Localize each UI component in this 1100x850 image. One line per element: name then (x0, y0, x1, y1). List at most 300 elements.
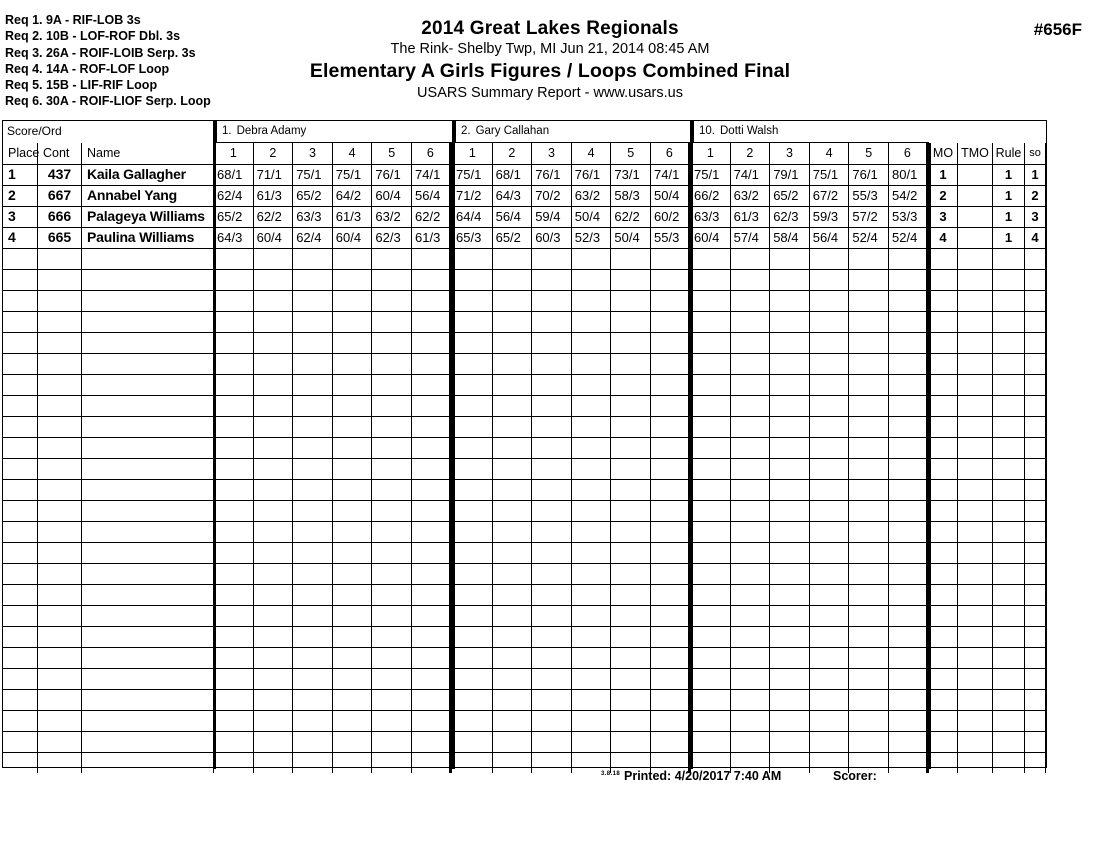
cell-cont (38, 732, 82, 752)
cell-cont (38, 375, 82, 395)
cell-place (3, 585, 38, 605)
cell-cont (38, 690, 82, 710)
cell-judge2-fig1 (453, 606, 493, 626)
cell-judge2-fig5 (611, 522, 651, 542)
cell-judge1-fig5 (372, 585, 412, 605)
cell-judge1-fig1 (214, 690, 254, 710)
cell-cont (38, 564, 82, 584)
cell-judge3-fig3 (770, 375, 810, 395)
cell-judge2-fig6 (651, 480, 691, 500)
cell-tmo (958, 165, 993, 185)
cell-judge2-fig6: 60/2 (651, 207, 691, 227)
cell-place (3, 543, 38, 563)
cell-cont (38, 543, 82, 563)
cell-so (1025, 690, 1046, 710)
cell-judge2-fig2 (493, 333, 533, 353)
cell-cont (38, 459, 82, 479)
cell-judge1-fig2: 60/4 (254, 228, 294, 248)
cell-judge3-fig6 (889, 312, 929, 332)
table-row (3, 249, 1046, 270)
cell-cont (38, 438, 82, 458)
cell-judge1-fig6 (412, 585, 452, 605)
cell-judge2-fig4 (572, 732, 612, 752)
cell-judge1-fig5 (372, 564, 412, 584)
table-row (3, 627, 1046, 648)
cell-tmo (958, 186, 993, 206)
cell-so (1025, 522, 1046, 542)
cell-judge3-fig6: 54/2 (889, 186, 929, 206)
cell-judge3-fig2 (731, 459, 771, 479)
cell-judge3-fig4 (810, 627, 850, 647)
cell-judge2-fig2 (493, 564, 533, 584)
requirement-item: Req 1. 9A - RIF-LOB 3s (5, 13, 141, 27)
cell-judge1-fig2 (254, 270, 294, 290)
cell-cont (38, 627, 82, 647)
cell-judge3-fig3: 58/4 (770, 228, 810, 248)
cell-judge1-fig3: 62/4 (293, 228, 333, 248)
cell-judge2-fig1 (453, 564, 493, 584)
cell-judge1-fig6 (412, 249, 452, 269)
cell-judge2-fig4 (572, 459, 612, 479)
cell-so (1025, 354, 1046, 374)
cell-judge3-fig4 (810, 291, 850, 311)
cell-judge1-fig1 (214, 711, 254, 731)
cell-judge1-fig1 (214, 585, 254, 605)
cell-judge1-fig5 (372, 417, 412, 437)
cell-judge2-fig2 (493, 648, 533, 668)
cell-judge3-fig1 (691, 648, 731, 668)
cell-cont (38, 711, 82, 731)
cell-judge1-fig3 (293, 459, 333, 479)
cell-judge3-fig2 (731, 438, 771, 458)
cell-judge2-fig6 (651, 312, 691, 332)
cell-mo (929, 270, 958, 290)
cell-judge1-fig3 (293, 711, 333, 731)
cell-judge1-fig3 (293, 354, 333, 374)
cell-judge3-fig1 (691, 459, 731, 479)
table-row (3, 165, 1046, 186)
cell-tmo (958, 711, 993, 731)
cell-name: Palageya Williams (82, 207, 214, 227)
cell-judge1-fig4 (333, 480, 373, 500)
cell-judge3-fig3 (770, 417, 810, 437)
cell-tmo (958, 627, 993, 647)
cell-tmo (958, 438, 993, 458)
cell-judge1-fig3 (293, 732, 333, 752)
cell-judge3-fig4 (810, 480, 850, 500)
cell-tmo (958, 207, 993, 227)
cell-judge1-fig2 (254, 711, 294, 731)
cell-judge1-fig3 (293, 480, 333, 500)
cell-cont: 666 (38, 207, 82, 227)
cell-cont (38, 522, 82, 542)
cell-judge3-fig1 (691, 354, 731, 374)
cell-judge3-fig2: 63/2 (731, 186, 771, 206)
cell-judge3-fig5 (849, 711, 889, 731)
cell-rule (993, 501, 1025, 521)
table-row (3, 186, 1046, 207)
cell-judge1-fig1 (214, 438, 254, 458)
cell-judge1-fig3 (293, 585, 333, 605)
cell-judge2-fig4 (572, 690, 612, 710)
cell-judge3-fig1 (691, 396, 731, 416)
cell-judge2-fig2 (493, 270, 533, 290)
cell-judge2-fig2 (493, 711, 533, 731)
cell-judge1-fig3 (293, 522, 333, 542)
cell-judge3-fig3 (770, 333, 810, 353)
cell-rule (993, 438, 1025, 458)
cell-judge2-fig2 (493, 249, 533, 269)
table-row (3, 459, 1046, 480)
cell-judge2-fig3 (532, 501, 572, 521)
cell-judge3-fig2 (731, 501, 771, 521)
cell-judge2-fig4 (572, 543, 612, 563)
cell-rule (993, 312, 1025, 332)
cell-judge1-fig6 (412, 459, 452, 479)
cell-judge2-fig3 (532, 522, 572, 542)
cell-judge3-fig4: 59/3 (810, 207, 850, 227)
column-header-tmo: TMO (958, 143, 993, 165)
cell-judge3-fig1 (691, 606, 731, 626)
cell-name (82, 543, 214, 563)
cell-judge2-fig3: 59/4 (532, 207, 572, 227)
cell-rule: 1 (993, 207, 1025, 227)
scores-table (2, 120, 1047, 768)
cell-judge2-fig6 (651, 291, 691, 311)
cell-tmo (958, 270, 993, 290)
cell-judge2-fig5: 58/3 (611, 186, 651, 206)
cell-so: 3 (1025, 207, 1046, 227)
cell-judge3-fig5 (849, 627, 889, 647)
cell-rule (993, 375, 1025, 395)
cell-judge1-fig2: 71/1 (254, 165, 294, 185)
cell-mo (929, 333, 958, 353)
cell-judge3-fig2 (731, 291, 771, 311)
cell-so (1025, 669, 1046, 689)
cell-judge3-fig3: 62/3 (770, 207, 810, 227)
cell-judge2-fig1: 64/4 (453, 207, 493, 227)
cell-judge3-fig6 (889, 648, 929, 668)
cell-judge3-fig2 (731, 270, 771, 290)
cell-judge2-fig2 (493, 585, 533, 605)
cell-judge3-fig5 (849, 522, 889, 542)
cell-judge2-fig5 (611, 606, 651, 626)
cell-judge3-fig3 (770, 711, 810, 731)
cell-judge3-fig1 (691, 669, 731, 689)
cell-judge3-fig2 (731, 564, 771, 584)
cell-so (1025, 585, 1046, 605)
cell-judge3-fig1 (691, 522, 731, 542)
cell-judge1-fig6 (412, 564, 452, 584)
cell-judge3-fig3: 65/2 (770, 186, 810, 206)
cell-judge3-fig6 (889, 291, 929, 311)
cell-name: Paulina Williams (82, 228, 214, 248)
judge-number: 1. (222, 125, 232, 137)
cell-judge1-fig4 (333, 312, 373, 332)
cell-judge3-fig4: 75/1 (810, 165, 850, 185)
cell-judge2-fig2 (493, 417, 533, 437)
cell-judge1-fig1: 65/2 (214, 207, 254, 227)
cell-judge3-fig5 (849, 606, 889, 626)
cell-judge2-fig6 (651, 354, 691, 374)
cell-place (3, 249, 38, 269)
cell-judge1-fig3 (293, 564, 333, 584)
cell-place (3, 270, 38, 290)
cell-judge2-fig1 (453, 585, 493, 605)
cell-judge1-fig4: 61/3 (333, 207, 373, 227)
cell-judge2-fig1 (453, 732, 493, 752)
cell-judge2-fig1 (453, 480, 493, 500)
cell-judge3-fig6 (889, 585, 929, 605)
cell-mo (929, 627, 958, 647)
column-header-judge2-fig1: 1 (453, 143, 493, 165)
table-row (3, 543, 1046, 564)
cell-so (1025, 249, 1046, 269)
requirements-list (5, 12, 211, 110)
cell-judge1-fig6 (412, 543, 452, 563)
cell-rule (993, 354, 1025, 374)
cell-judge1-fig6: 61/3 (412, 228, 452, 248)
cell-mo: 4 (929, 228, 958, 248)
cell-judge2-fig4 (572, 522, 612, 542)
cell-judge1-fig5 (372, 459, 412, 479)
cell-judge2-fig2 (493, 669, 533, 689)
cell-judge3-fig3 (770, 459, 810, 479)
cell-name (82, 501, 214, 521)
cell-judge1-fig2 (254, 585, 294, 605)
cell-place: 3 (3, 207, 38, 227)
cell-judge2-fig6 (651, 417, 691, 437)
cell-name (82, 564, 214, 584)
cell-tmo (958, 522, 993, 542)
cell-judge3-fig6 (889, 270, 929, 290)
cell-judge1-fig5 (372, 606, 412, 626)
cell-judge1-fig6 (412, 669, 452, 689)
cell-judge2-fig2 (493, 312, 533, 332)
section-divider (928, 143, 931, 769)
cell-so (1025, 648, 1046, 668)
requirement-item: Req 6. 30A - ROIF-LIOF Serp. Loop (5, 94, 211, 109)
cell-judge2-fig2 (493, 396, 533, 416)
cell-place (3, 627, 38, 647)
cell-name (82, 333, 214, 353)
cell-judge3-fig1 (691, 501, 731, 521)
column-header-judge3-fig5: 5 (849, 143, 889, 165)
table-row (3, 501, 1046, 522)
cell-judge3-fig3 (770, 606, 810, 626)
cell-judge2-fig4: 76/1 (572, 165, 612, 185)
table-row (3, 711, 1046, 732)
cell-judge2-fig3 (532, 396, 572, 416)
cell-so (1025, 333, 1046, 353)
cell-judge2-fig4 (572, 438, 612, 458)
cell-judge3-fig2 (731, 312, 771, 332)
cell-judge1-fig2 (254, 438, 294, 458)
cell-judge3-fig5 (849, 291, 889, 311)
cell-judge3-fig4 (810, 732, 850, 752)
cell-mo (929, 669, 958, 689)
cell-judge1-fig6 (412, 711, 452, 731)
cell-judge3-fig3 (770, 627, 810, 647)
cell-judge3-fig3 (770, 270, 810, 290)
table-row (3, 522, 1046, 543)
cell-judge1-fig6 (412, 606, 452, 626)
cell-judge2-fig6: 50/4 (651, 186, 691, 206)
cell-cont (38, 669, 82, 689)
cell-judge2-fig5 (611, 459, 651, 479)
cell-judge3-fig3 (770, 438, 810, 458)
cell-mo (929, 522, 958, 542)
cell-rule (993, 585, 1025, 605)
section-divider (213, 121, 216, 769)
cell-judge1-fig6 (412, 354, 452, 374)
cell-judge1-fig2 (254, 648, 294, 668)
cell-judge1-fig5 (372, 333, 412, 353)
table-row (3, 564, 1046, 585)
cell-judge1-fig1 (214, 291, 254, 311)
cell-judge3-fig4 (810, 459, 850, 479)
cell-name (82, 312, 214, 332)
cell-cont (38, 417, 82, 437)
cell-cont (38, 291, 82, 311)
cell-judge2-fig1: 75/1 (453, 165, 493, 185)
cell-judge3-fig6 (889, 564, 929, 584)
cell-judge2-fig4 (572, 312, 612, 332)
cell-name (82, 522, 214, 542)
requirement-item: Req 5. 15B - LIF-RIF Loop (5, 78, 158, 93)
cell-judge1-fig3 (293, 270, 333, 290)
cell-judge3-fig5 (849, 480, 889, 500)
cell-judge2-fig4: 52/3 (572, 228, 612, 248)
cell-judge1-fig5: 60/4 (372, 186, 412, 206)
cell-judge2-fig5 (611, 501, 651, 521)
table-row (3, 438, 1046, 459)
cell-judge2-fig5: 50/4 (611, 228, 651, 248)
cell-rule (993, 522, 1025, 542)
cell-judge2-fig6 (651, 396, 691, 416)
cell-judge1-fig4 (333, 354, 373, 374)
cell-judge2-fig2: 65/2 (493, 228, 533, 248)
cell-judge3-fig4 (810, 270, 850, 290)
cell-name: Annabel Yang (82, 186, 214, 206)
cell-mo (929, 354, 958, 374)
cell-name (82, 690, 214, 710)
cell-judge1-fig1 (214, 333, 254, 353)
table-row (3, 606, 1046, 627)
cell-judge2-fig2 (493, 480, 533, 500)
cell-judge1-fig6 (412, 291, 452, 311)
cell-tmo (958, 333, 993, 353)
cell-tmo (958, 459, 993, 479)
cell-judge3-fig5 (849, 543, 889, 563)
cell-mo (929, 291, 958, 311)
cell-rule (993, 648, 1025, 668)
cell-judge1-fig1 (214, 375, 254, 395)
cell-judge3-fig2 (731, 375, 771, 395)
cell-judge2-fig3: 60/3 (532, 228, 572, 248)
cell-judge3-fig4 (810, 354, 850, 374)
cell-judge1-fig1: 64/3 (214, 228, 254, 248)
venue-datetime: The Rink- Shelby Twp, MI Jun 21, 2014 08:45 AM (390, 41, 710, 57)
cell-mo: 2 (929, 186, 958, 206)
cell-judge1-fig2: 61/3 (254, 186, 294, 206)
column-header-judge1-fig4: 4 (333, 143, 373, 165)
cell-judge3-fig3 (770, 543, 810, 563)
cell-name (82, 648, 214, 668)
cell-judge1-fig4: 75/1 (333, 165, 373, 185)
cell-place (3, 396, 38, 416)
cell-so (1025, 438, 1046, 458)
cell-judge2-fig6 (651, 690, 691, 710)
cell-judge1-fig2 (254, 606, 294, 626)
cell-judge3-fig1 (691, 333, 731, 353)
cell-judge1-fig5 (372, 396, 412, 416)
cell-judge1-fig1: 62/4 (214, 186, 254, 206)
cell-judge3-fig1 (691, 732, 731, 752)
cell-judge3-fig3 (770, 354, 810, 374)
cell-judge3-fig3 (770, 396, 810, 416)
cell-judge3-fig4 (810, 333, 850, 353)
cell-judge1-fig2 (254, 627, 294, 647)
cell-judge2-fig4 (572, 480, 612, 500)
cell-mo: 3 (929, 207, 958, 227)
cell-judge1-fig6 (412, 522, 452, 542)
cell-judge1-fig6 (412, 312, 452, 332)
cell-tmo (958, 732, 993, 752)
cell-cont (38, 501, 82, 521)
cell-rule (993, 732, 1025, 752)
cell-judge1-fig3 (293, 543, 333, 563)
cell-judge3-fig4 (810, 648, 850, 668)
cell-so (1025, 270, 1046, 290)
table-row (3, 648, 1046, 669)
cell-tmo (958, 249, 993, 269)
cell-tmo (958, 375, 993, 395)
cell-judge2-fig5 (611, 627, 651, 647)
cell-name (82, 417, 214, 437)
cell-judge3-fig2 (731, 606, 771, 626)
cell-judge2-fig2 (493, 522, 533, 542)
cell-tmo (958, 417, 993, 437)
cell-judge1-fig6 (412, 417, 452, 437)
cell-judge1-fig4 (333, 732, 373, 752)
cell-judge1-fig5 (372, 291, 412, 311)
cell-judge2-fig4 (572, 564, 612, 584)
cell-judge3-fig4 (810, 417, 850, 437)
cell-judge2-fig5 (611, 480, 651, 500)
cell-cont: 667 (38, 186, 82, 206)
version-label: 3.8.18 (601, 771, 621, 777)
cell-judge2-fig1 (453, 375, 493, 395)
cell-judge3-fig4 (810, 690, 850, 710)
cell-judge3-fig2 (731, 627, 771, 647)
cell-judge1-fig5 (372, 312, 412, 332)
cell-judge2-fig3 (532, 291, 572, 311)
cell-judge3-fig5 (849, 690, 889, 710)
cell-judge3-fig3 (770, 501, 810, 521)
event-number: #656F (1033, 20, 1082, 39)
cell-judge1-fig5 (372, 543, 412, 563)
column-header-judge1-fig1: 1 (214, 143, 254, 165)
cell-judge2-fig5 (611, 375, 651, 395)
cell-cont: 437 (38, 165, 82, 185)
cell-judge2-fig6 (651, 459, 691, 479)
cell-judge1-fig4 (333, 417, 373, 437)
cell-judge2-fig1 (453, 417, 493, 437)
cell-judge2-fig4 (572, 669, 612, 689)
cell-judge1-fig5: 63/2 (372, 207, 412, 227)
cell-rule (993, 417, 1025, 437)
